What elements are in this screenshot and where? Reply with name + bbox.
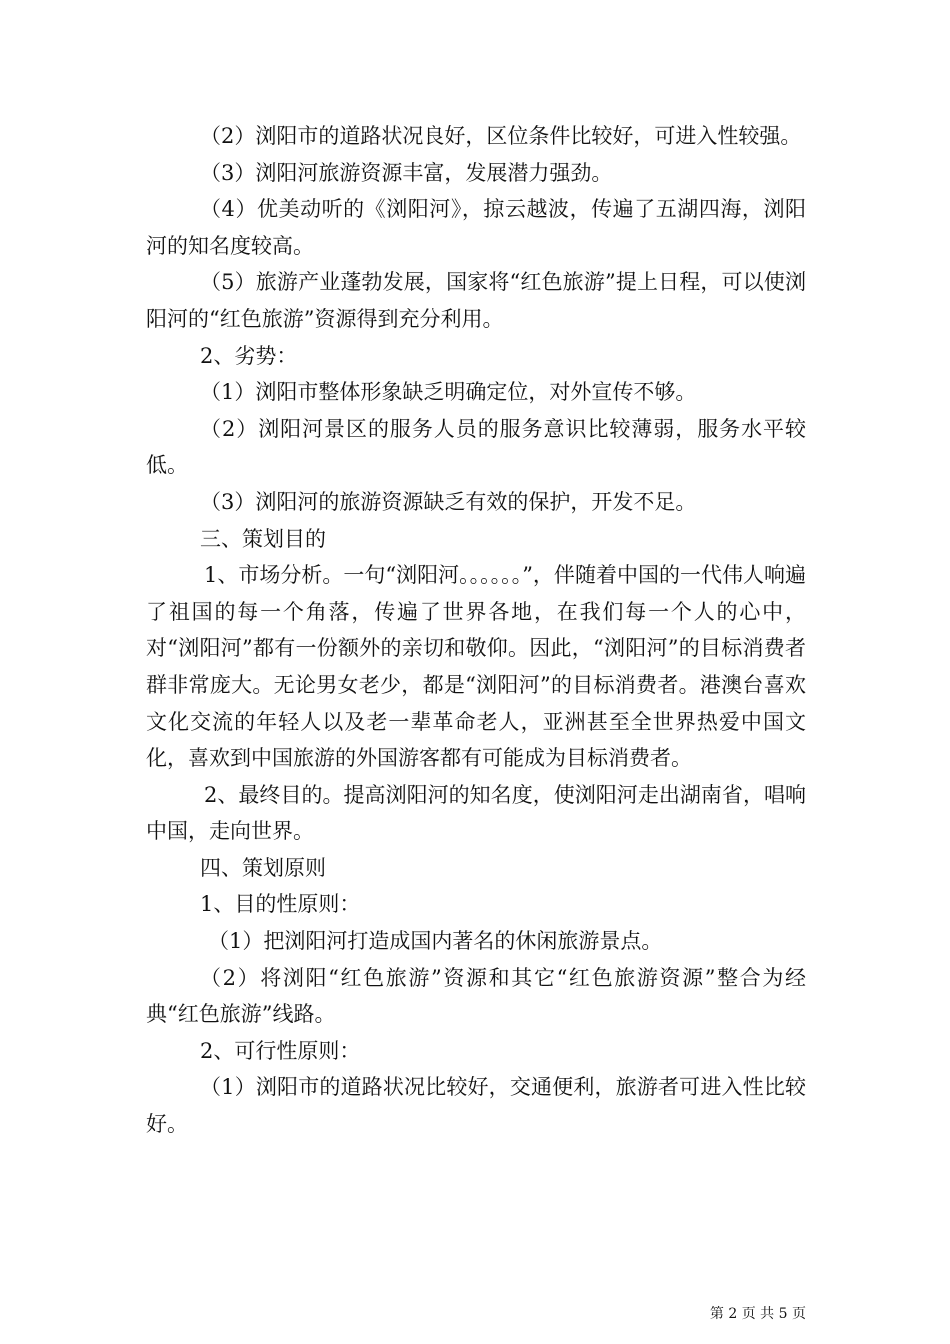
paragraph-red-route: （2）将浏阳“红色旅游”资源和其它“红色旅游资源”整合为经典“红色旅游”线路。 [146,965,806,1027]
paragraph-road-condition: （2）浏阳市的道路状况良好，区位条件比较好，可进入性较强。 [200,124,802,148]
paragraph-red-tourism: （5）旅游产业蓬勃发展，国家将“红色旅游”提上日程，可以使浏阳河的“红色旅游”资源得到充分利用。 [146,270,806,331]
paragraph-leisure-destination: （1）把浏阳河打造成国内著名的休闲旅游景点。 [208,929,663,954]
paragraph-resource-protection: （3）浏阳河的旅游资源缺乏有效的保护，开发不足。 [200,489,697,514]
heading-planning-principles: 四、策划原则 [200,855,326,880]
heading-feasibility-principle: 2、可行性原则： [200,1038,361,1063]
heading-purpose-principle: 1、目的性原则： [200,892,361,917]
heading-weaknesses: 2、劣势： [200,343,298,368]
paragraph-song-fame: （4）优美动听的《浏阳河》，掠云越波，传遍了五湖四海，浏阳河的知名度较高。 [146,197,806,258]
paragraph-service-awareness: （2）浏阳河景区的服务人员的服务意识比较薄弱，服务水平较低。 [146,416,806,478]
paragraph-final-goal: 2、最终目的。提高浏阳河的知名度，使浏阳河走出湖南省，唱响中国，走向世界。 [146,782,806,844]
paragraph-tourism-resources: （3）浏阳河旅游资源丰富，发展潜力强劲。 [200,160,613,185]
page-number: 第 2 页 共 5 页 [709,1306,806,1322]
document-body [146,118,806,1143]
heading-planning-purpose: 三、策划目的 [200,526,326,551]
paragraph-image-positioning: （1）浏阳市整体形象缺乏明确定位，对外宣传不够。 [200,380,697,405]
paragraph-transport-access: （1）浏阳市的道路状况比较好，交通便利，旅游者可进入性比较好。 [146,1075,806,1137]
paragraph-market-analysis: 1、市场分析。一句“浏阳河。。。。。。”，伴随着中国的一代伟人响遍了祖国的每一个角落，传遍了世界各地，在我们每一个人的心中，对“浏阳河”都有一份额外的亲切和敬仰。因此，“浏阳河”的目标消费者群非常庞大。无论男女老少，都是“浏阳河”的目标消费者。港澳台喜欢文化交流的年轻人以及老一辈革命老人，亚洲甚至全世界热爱中国文化，喜欢到中国旅游的外国游客都有可能成为目标消费者。 [146,563,806,771]
